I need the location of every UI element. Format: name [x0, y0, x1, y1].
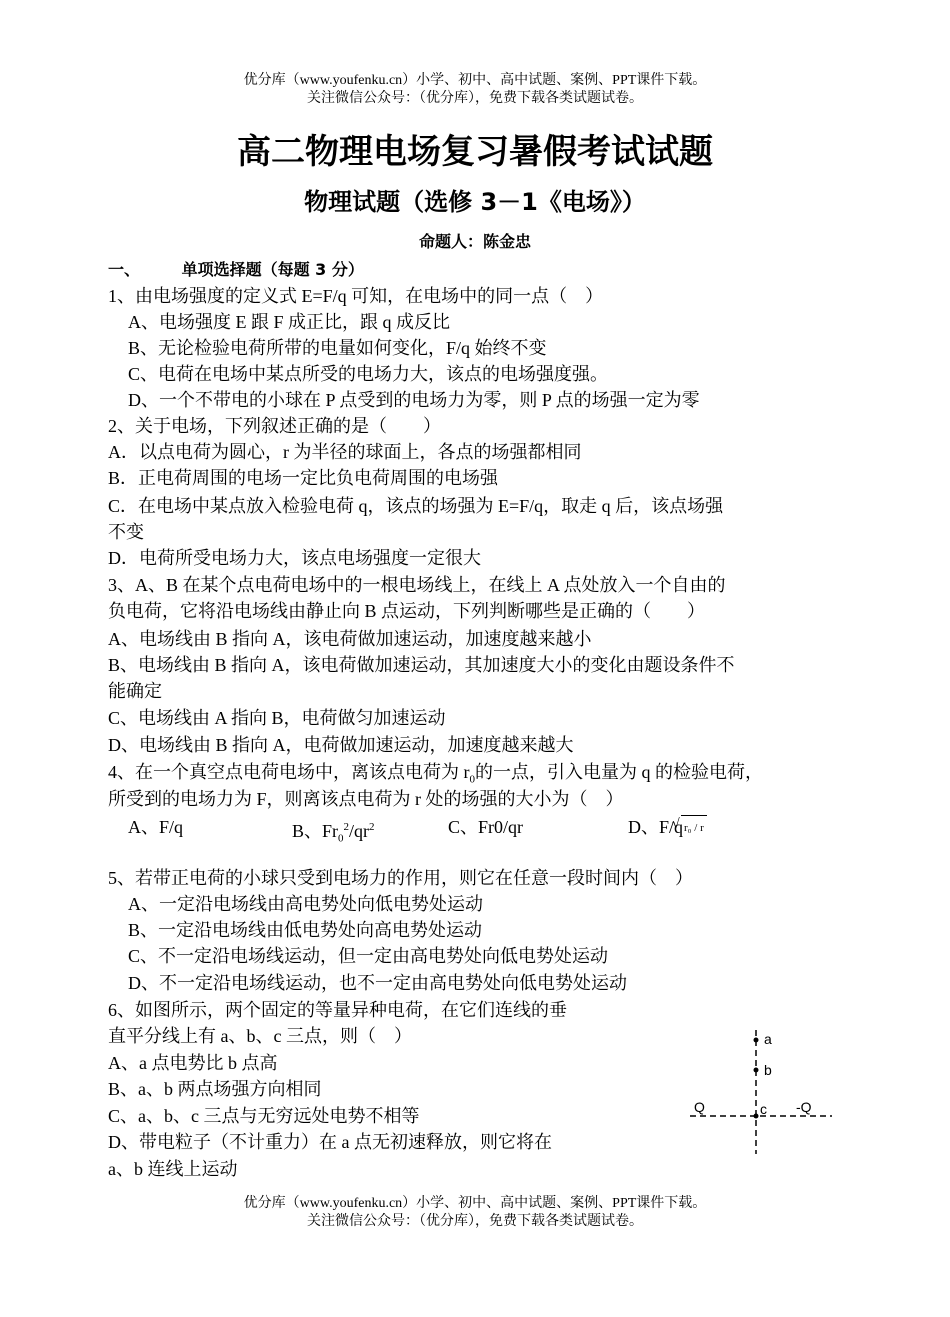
point-c-dot — [754, 1114, 759, 1119]
q5-stem: 5、若带正电荷的小球只受到电场力的作用，则它在任意一段时间内（ ） — [108, 868, 693, 888]
label-c: c — [760, 1101, 767, 1117]
q3-option-d: D、电场线由 B 指向 A，电荷做加速运动，加速度越来越大 — [108, 735, 574, 755]
q5-option-d: D、不一定沿电场线运动，也不一定由高电势处向低电势处运动 — [128, 973, 627, 993]
header-line-2: 关注微信公众号：（优分库），免费下载各类试题试卷。 — [307, 91, 643, 106]
point-a-dot — [754, 1038, 759, 1043]
q4-stem-line2: 所受到的电场力为 F，则离该点电荷为 r 处的场强的大小为（ ） — [108, 789, 624, 809]
q2-stem: 2、关于电场，下列叙述正确的是（ ） — [108, 416, 441, 436]
author-line: 命题人：陈金忠 — [418, 232, 531, 251]
q6-option-c: C、a、b、c 三点与无穷远处电势不相等 — [108, 1106, 420, 1126]
q2-option-a: A．以点电荷为圆心，r 为半径的球面上，各点的场强都相同 — [108, 442, 582, 462]
q1-stem: 1、由电场强度的定义式 E=F/q 可知，在电场中的同一点（ ） — [108, 286, 604, 306]
q2-option-b: B．正电荷周围的电场一定比负电荷周围的电场强 — [108, 468, 499, 488]
q4-option-b — [292, 815, 375, 851]
header-line-1: 优分库（www.youfenku.cn）小学、初中、高中试题、案例、PPT课件下载。 — [243, 73, 707, 88]
page-header — [0, 72, 950, 108]
q2-option-c-line2: 不变 — [108, 522, 144, 542]
q5-option-c: C、不一定沿电场线运动，但一定由高电势处向低电势处运动 — [128, 946, 609, 966]
q1-option-a: A、电场强度 E 跟 F 成正比，跟 q 成反比 — [128, 312, 451, 332]
q1-option-d: D、一个不带电的小球在 P 点受到的电场力为零，则 P 点的场强一定为零 — [128, 390, 700, 410]
q4-option-d — [628, 815, 704, 839]
point-b-dot — [754, 1068, 759, 1073]
q4-option-b-post: /qr — [349, 821, 370, 841]
q3-option-c: C、电场线由 A 指向 B，电荷做匀加速运动 — [108, 708, 446, 728]
q5-option-b: B、一定沿电场线由低电势处向高电势处运动 — [128, 920, 483, 940]
q3-stem-line2: 负电荷，它将沿电场线由静止向 B 点运动，下列判断哪些是正确的（ ） — [108, 601, 706, 621]
q4-option-a: A、F/q — [128, 817, 184, 837]
q4-option-b-sup2: 2 — [369, 821, 375, 833]
page-title: 高二物理电场复习暑假考试试题 — [237, 132, 713, 172]
q1-option-b: B、无论检验电荷所带的电量如何变化，F/q 始终不变 — [128, 338, 547, 358]
q6-stem-line1: 6、如图所示，两个固定的等量异种电荷，在它们连线的垂 — [108, 1000, 567, 1020]
q4-stem-part1: 4、在一个真空点电荷电场中，离该点电荷为 r — [108, 762, 470, 782]
q6-option-d-line1: D、带电粒子（不计重力）在 a 点无初速释放，则它将在 — [108, 1132, 552, 1152]
q6-option-d-line2: a、b 连线上运动 — [108, 1159, 238, 1179]
section-label: 单项选择题（每题 3 分） — [181, 260, 364, 279]
q4-option-b-sub: 0 — [338, 832, 344, 845]
q6-option-a: A、a 点电势比 b 点高 — [108, 1053, 278, 1073]
label-negative-q: -Q — [796, 1099, 812, 1115]
q3-option-a: A、电场线由 B 指向 A，该电荷做加速运动，加速度越来越小 — [108, 629, 592, 649]
q3-option-b-line2: 能确定 — [108, 681, 162, 701]
q3-stem-line1: 3、A、B 在某个点电荷电场中的一根电场线上，在线上 A 点处放入一个自由的 — [108, 575, 726, 595]
footer-line-1: 优分库（www.youfenku.cn）小学、初中、高中试题、案例、PPT课件下载。 — [243, 1196, 707, 1211]
q4-stem-part2: 的一点，引入电量为 q 的检验电荷， — [475, 762, 763, 782]
label-positive-q: Q — [694, 1099, 705, 1115]
page-subtitle: 物理试题（选修 3－1《电场》） — [304, 188, 646, 216]
q2-option-d: D．电荷所受电场力大，该点电场强度一定很大 — [108, 548, 481, 568]
q4-option-b-pre: B、Fr — [292, 821, 339, 841]
q4-options — [0, 815, 950, 845]
q4-option-d-post: /q — [669, 817, 684, 837]
q3-option-b-line1: B、电场线由 B 指向 A，该电荷做加速运动，其加速度大小的变化由题设条件不 — [108, 655, 735, 675]
q6-stem-line2: 直平分线上有 a、b、c 三点，则（ ） — [108, 1026, 412, 1046]
label-b: b — [764, 1062, 772, 1078]
page-footer — [0, 1195, 950, 1231]
q2-option-c-line1: C．在电场中某点放入检验电荷 q，该点的场强为 E=F/q，取走 q 后，该点场强 — [108, 496, 724, 516]
q4-option-c: C、Fr0/qr — [448, 817, 524, 837]
section-heading — [108, 258, 364, 282]
q4-option-d-radical: √ r₀ / r — [681, 815, 707, 840]
q4-option-d-pre: D、F — [628, 817, 670, 837]
q6-option-b: B、a、b 两点场强方向相同 — [108, 1079, 322, 1099]
q1-option-c: C、电荷在电场中某点所受的电场力大，该点的电场强度强。 — [128, 364, 609, 384]
footer-line-2: 关注微信公众号：（优分库），免费下载各类试题试卷。 — [307, 1214, 643, 1229]
charges-figure — [680, 1028, 840, 1158]
q4-option-b-sup: 2 — [343, 821, 350, 833]
label-a: a — [764, 1031, 772, 1047]
q5-option-a: A、一定沿电场线由高电势处向低电势处运动 — [128, 894, 483, 914]
q4-stem-subscript: 0 — [469, 773, 475, 786]
section-number: 一、 — [108, 260, 141, 279]
